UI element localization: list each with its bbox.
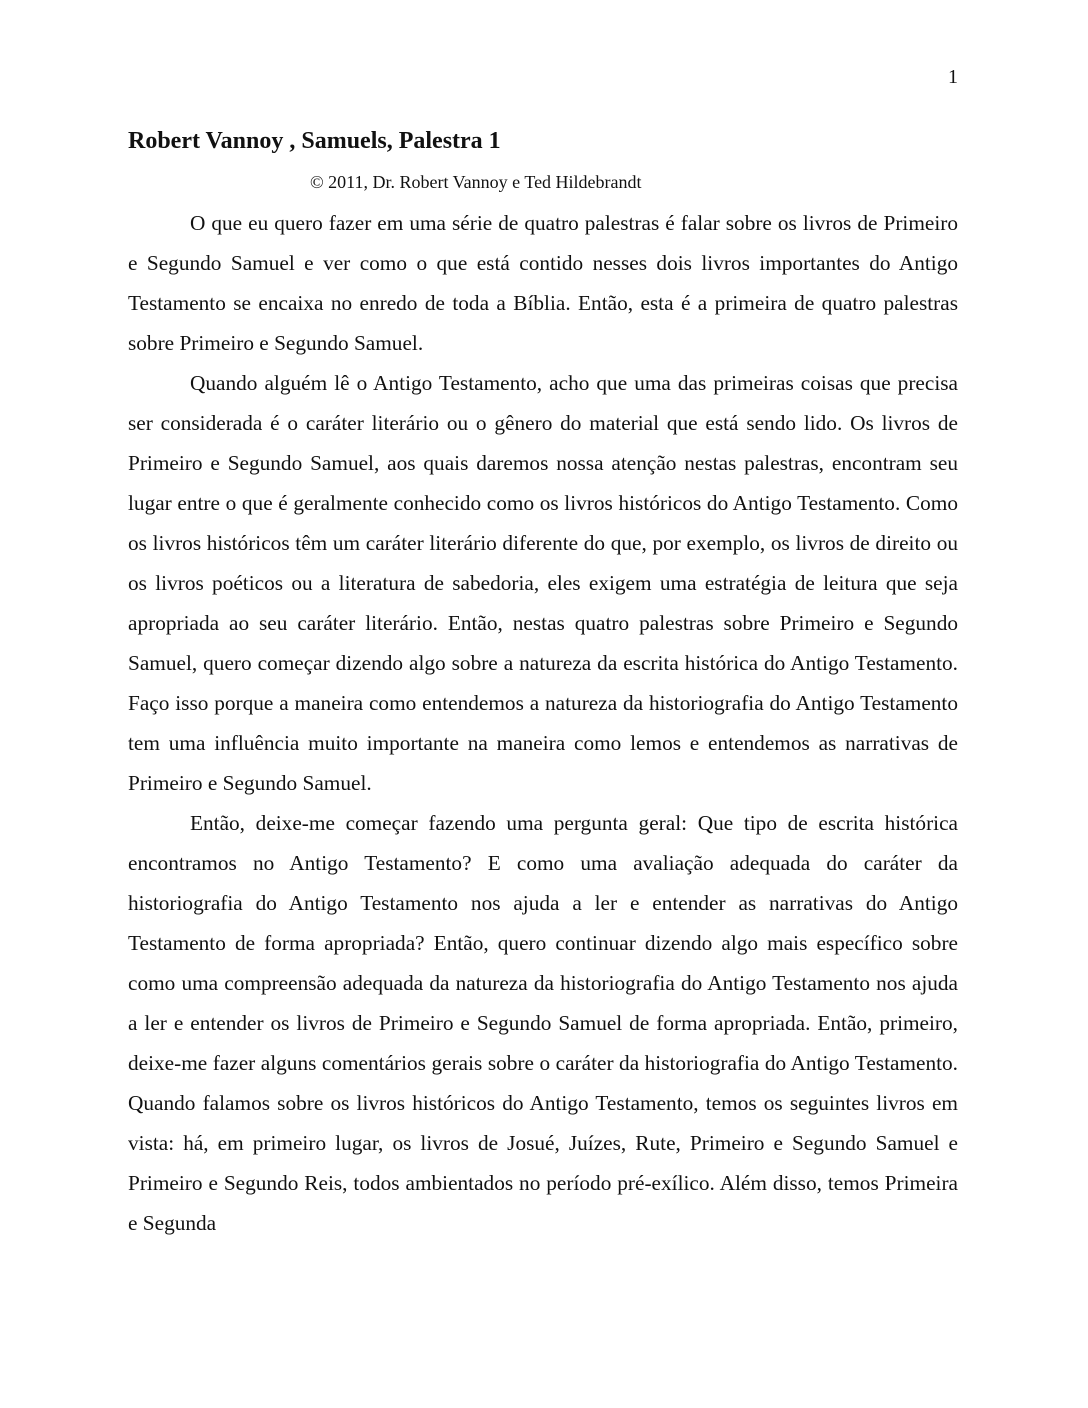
- paragraph-2: Quando alguém lê o Antigo Testamento, acho que uma das primeiras coisas que precisa ser considerada é o caráter literário ou o gênero do material que está sendo lido. Os livros de Primeiro e Segundo Samuel, aos quais daremos nossa atenção nestas palestras, encontram seu lugar entre o que é geralmente conhecido como os livros históricos do Antigo Testamento. Como os livros históricos têm um caráter literário diferente do que, por exemplo, os livros de direito ou os livros poéticos ou a literatura de sabedoria, eles exigem uma estratégia de leitura que seja apropriada ao seu caráter literário. Então, nestas quatro palestras sobre Primeiro e Segundo Samuel, quero começar dizendo algo sobre a natureza da escrita histórica do Antigo Testamento. Faço isso porque a maneira como entendemos a natureza da historiografia do Antigo Testamento tem uma influência muito importante na maneira como lemos e entendemos as narrativas de Primeiro e Segundo Samuel.: [128, 371, 958, 795]
- paragraph-3: Então, deixe-me começar fazendo uma pergunta geral: Que tipo de escrita histórica encontramos no Antigo Testamento? E como uma avaliação adequada do caráter da historiografia do Antigo Testamento nos ajuda a ler e entender as narrativas do Antigo Testamento de forma apropriada? Então, quero continuar dizendo algo mais específico sobre como uma compreensão adequada da natureza da historiografia do Antigo Testamento nos ajuda a ler e entender os livros de Primeiro e Segundo Samuel de forma apropriada. Então, primeiro, deixe-me fazer alguns comentários gerais sobre o caráter da historiografia do Antigo Testamento. Quando falamos sobre os livros históricos do Antigo Testamento, temos os seguintes livros em vista: há, em primeiro lugar, os livros de Josué, Juízes, Rute, Primeiro e Segundo Samuel e Primeiro e Segundo Reis, todos ambientados no período pré-exílico. Além disso, temos Primeira e Segunda: [128, 811, 958, 1235]
- copyright-line: © 2011, Dr. Robert Vannoy e Ted Hildebrandt: [310, 172, 642, 192]
- body-text: [128, 203, 958, 1243]
- page-title: Robert Vannoy , Samuels, Palestra 1: [128, 128, 501, 154]
- page-number: 1: [948, 66, 958, 88]
- paragraph-1: O que eu quero fazer em uma série de quatro palestras é falar sobre os livros de Primeiro e Segundo Samuel e ver como o que está contido nesses dois livros importantes do Antigo Testamento se encaixa no enredo de toda a Bíblia. Então, esta é a primeira de quatro palestras sobre Primeiro e Segundo Samuel.: [128, 211, 958, 355]
